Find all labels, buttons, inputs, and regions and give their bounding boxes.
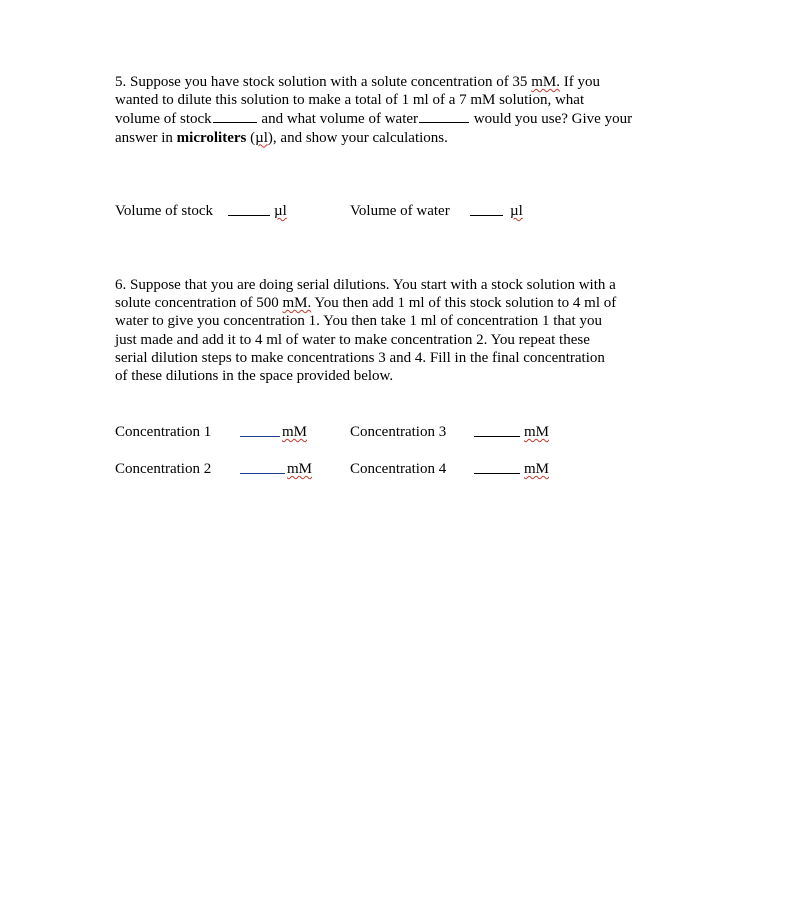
concentration-3-blank[interactable]: [474, 423, 520, 437]
q6-line-3: water to give you concentration 1. You then take 1 ml of concentration 1 that you: [115, 313, 602, 330]
volume-water-unit: µl: [510, 203, 523, 219]
volume-water-label: Volume of water: [350, 203, 450, 219]
q5-line-4: answer in microliters (µl), and show your calculations.: [115, 129, 448, 146]
microliters-emphasis: microliters: [176, 129, 247, 146]
q6-line-6: of these dilutions in the space provided below.: [115, 368, 394, 385]
concentration-2-blank[interactable]: [240, 460, 285, 474]
volume-stock-unit: µl: [274, 203, 287, 219]
mm-unit: mM.: [282, 295, 312, 312]
q6-line-4: just made and add it to 4 ml of water to make concentration 2. You repeat these: [115, 331, 590, 348]
concentration-2-unit: mM: [287, 461, 313, 477]
q6-line-1: 6. Suppose that you are doing serial dilutions. You start with a stock solution with a: [115, 277, 616, 293]
q6-line-2: solute concentration of 500 mM. You then add 1 ml of this stock solution to 4 ml of: [115, 295, 617, 312]
concentration-1-blank[interactable]: [240, 423, 280, 437]
q5-line-2: wanted to dilute this solution to make a total of 1 ml of a 7 mM solution, what: [115, 92, 585, 109]
concentration-3-unit: mM: [524, 424, 550, 440]
volume-stock-blank[interactable]: [228, 202, 270, 216]
concentration-1-label: Concentration 1: [115, 424, 212, 440]
concentration-2-label: Concentration 2: [115, 461, 212, 477]
volume-stock-label: Volume of stock: [115, 203, 214, 219]
concentration-3-label: Concentration 3: [350, 424, 447, 440]
inline-water-blank[interactable]: [419, 109, 469, 123]
question-5: [115, 73, 690, 147]
concentration-4-blank[interactable]: [474, 460, 520, 474]
q5-line-1: 5. Suppose you have stock solution with a solute concentration of 35 mM. If you: [115, 74, 600, 90]
concentration-4-unit: mM: [524, 461, 550, 477]
inline-stock-blank[interactable]: [213, 109, 257, 123]
q5-line-3: volume of stock and what volume of water would you use? Give your: [115, 111, 633, 128]
q6-line-5: serial dilution steps to make concentrations 3 and 4. Fill in the final concentration: [115, 349, 605, 366]
question-6: [115, 276, 690, 385]
volume-water-blank[interactable]: [470, 202, 503, 216]
ul-unit: µl: [255, 129, 268, 146]
concentration-4-label: Concentration 4: [350, 461, 447, 477]
mm-unit: mM.: [531, 74, 560, 90]
concentration-1-unit: mM: [282, 424, 308, 440]
